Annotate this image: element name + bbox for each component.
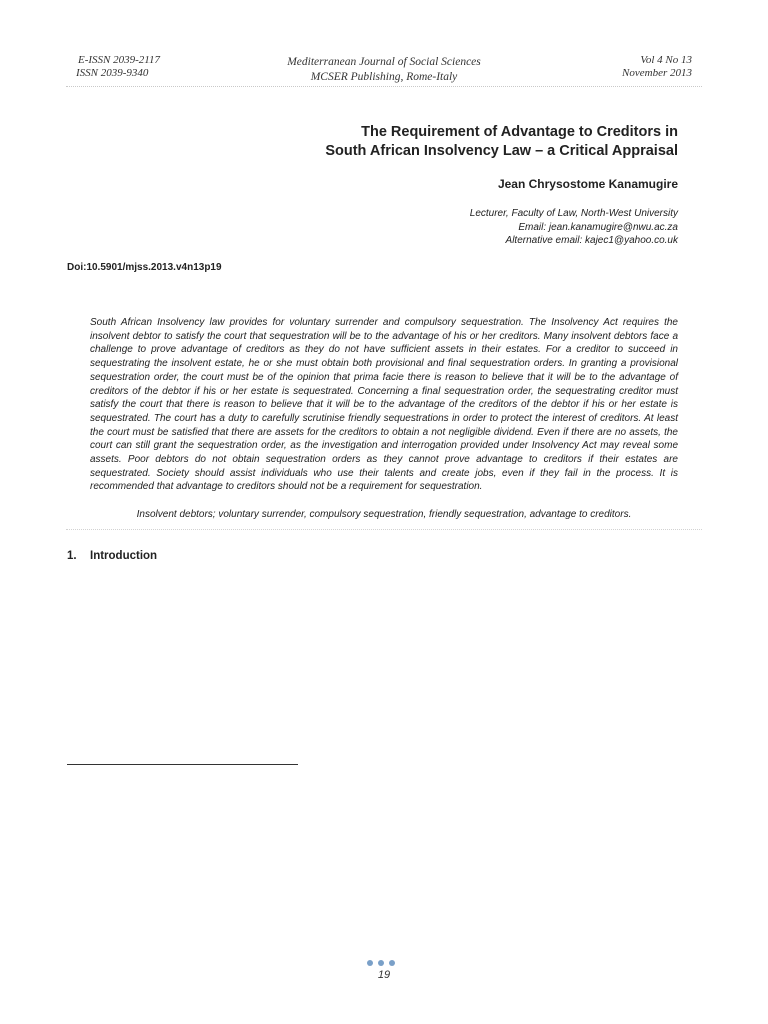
abstract: South African Insolvency law provides for voluntary surrender and compulsory sequestration. The Insolvency Act requires the insolvent debtor to satisfy the court that sequestration will be to the advantage of his or her creditors. Many insolvent debtors face a challenge to prove advantage of creditors as they do not have sufficient assets in their estates. For a creditor to succeed in sequestrating the insolvent estate, he or she must obtain both provisional and final sequestration orders. In granting a provisional sequestration order, the court must be of the opinion that prima facie there is reason to believe that it will be to the advantage of creditors of the debtor if his or her estate is sequestrated. Concerning a final sequestration order, the sequestrating creditor must satisfy the court that there is reason to believe that it will be to the advantage of the creditors of the debtor if his or her estate is sequestrated. The court has a duty to carefully scrutinise friendly sequestrations in order to protect the interest of creditors. At least the court must be satisfied that there are assets for the creditors to obtain a not negligible dividend. Even if there are no assets, the court can still grant the sequestration order, as the investigation and interrogation provided under Insolvency Act may reveal some assets. Poor debtors do not obtain sequestration orders as they cannot prove advantage to creditors if their estates are sequestrated. Society should assist individuals who use their talents and create jobs, even if they fail in the process. It is recommended that advantage to creditors should not be a requirement for sequestration. bbox=[90, 317, 678, 493]
abstract-divider bbox=[66, 529, 702, 530]
doi: Doi:10.5901/mjss.2013.v4n13p19 bbox=[67, 262, 222, 273]
author-affiliation-block bbox=[470, 207, 678, 248]
affiliation: Lecturer, Faculty of Law, North-West University bbox=[469, 208, 678, 219]
issue-block bbox=[622, 54, 692, 80]
section-heading bbox=[67, 550, 157, 562]
issue-date: November 2013 bbox=[622, 67, 692, 79]
volume: Vol 4 No 13 bbox=[640, 54, 692, 66]
ornament-dot bbox=[389, 960, 395, 966]
section-number: 1. bbox=[67, 550, 77, 562]
email: Email: jean.kanamugire@nwu.ac.za bbox=[518, 221, 678, 233]
keywords: Insolvent debtors; voluntary surrender, compulsory sequestration, friendly sequestration, advantage to creditors. bbox=[136, 509, 632, 520]
page-number: 19 bbox=[377, 969, 391, 981]
publisher: MCSER Publishing, Rome-Italy bbox=[310, 71, 458, 83]
article-title bbox=[118, 123, 678, 161]
eissn: E-ISSN 2039-2117 bbox=[78, 54, 160, 66]
ornament-dot bbox=[378, 960, 384, 966]
header-divider bbox=[66, 86, 702, 87]
journal-name: Mediterranean Journal of Social Sciences bbox=[287, 56, 481, 68]
footnote-divider bbox=[67, 764, 298, 765]
title-line-2: South African Insolvency Law – a Critical Appraisal bbox=[325, 143, 678, 159]
ornament-dot bbox=[367, 960, 373, 966]
section-title: Introduction bbox=[90, 550, 158, 562]
issn: ISSN 2039-9340 bbox=[76, 67, 149, 79]
title-line-1: The Requirement of Advantage to Creditors in bbox=[361, 124, 678, 140]
author-name: Jean Chrysostome Kanamugire bbox=[497, 177, 678, 191]
alternative-email: Alternative email: kajec1@yahoo.co.uk bbox=[505, 235, 678, 246]
page-ornament bbox=[367, 960, 395, 966]
